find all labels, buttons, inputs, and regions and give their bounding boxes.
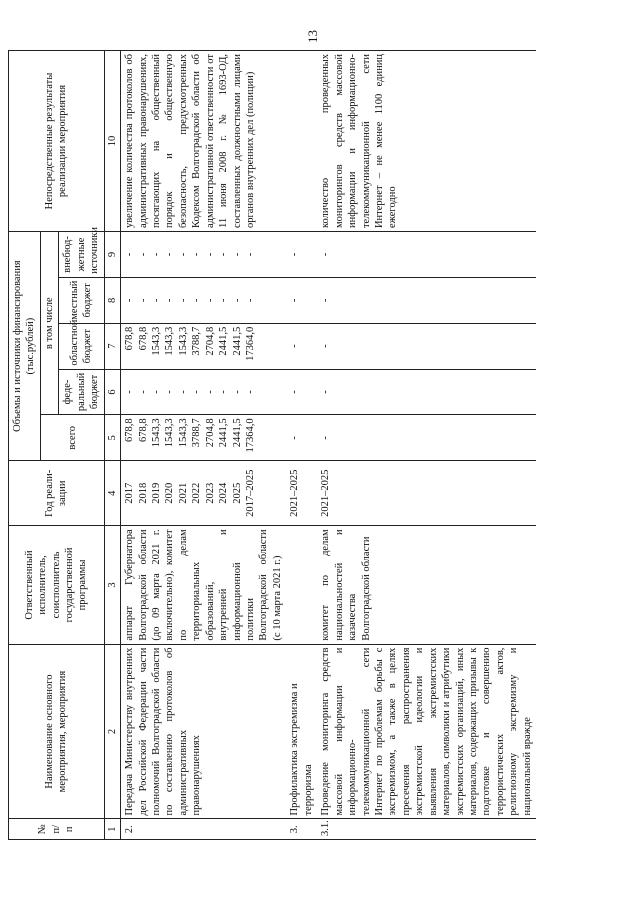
regional-value: 1543,3 xyxy=(164,326,176,356)
year-value: 2022 xyxy=(191,482,203,504)
responsible-executor: аппарат Губернатора Волгоградской области (до 09 марта 2021 г. включительно), комитет по делам территориальных образований, внутренней и информационной политики Волгоградской области (с 10 марта 2021 г.) xyxy=(121,526,287,644)
header-regional: областной бюджет xyxy=(59,323,104,369)
header-including: в том числе xyxy=(40,232,58,415)
federal-value: - xyxy=(245,390,256,394)
federal-value: - xyxy=(218,390,230,394)
total-value: 678,8 xyxy=(137,418,149,443)
header-local: местный бюджет xyxy=(59,277,104,323)
extra-value: - xyxy=(137,252,149,257)
col-number: 7 xyxy=(104,323,120,369)
column-numbers-row xyxy=(104,51,120,840)
federal-value: - xyxy=(317,369,536,415)
federal-value: - xyxy=(204,390,216,394)
local-list xyxy=(123,281,257,320)
header-year: Год реали-зации xyxy=(9,461,105,526)
header-num: № п/п xyxy=(9,819,105,840)
col-number: 3 xyxy=(104,526,120,644)
total-value: 1543,3 xyxy=(164,418,176,448)
regional-value: - xyxy=(286,323,317,369)
local-cell xyxy=(121,277,287,323)
header-total: всего xyxy=(40,415,104,461)
col-number: 10 xyxy=(104,51,120,232)
col-number: 6 xyxy=(104,369,120,415)
regional-value: 1543,3 xyxy=(177,326,189,356)
extra-list xyxy=(123,235,257,274)
program-table xyxy=(8,50,536,840)
total-value: 2704,8 xyxy=(204,418,216,448)
col-number: 5 xyxy=(104,415,120,461)
extra-value: - xyxy=(177,252,189,257)
extra-value: - xyxy=(124,252,136,257)
year-value: 2020 xyxy=(164,482,176,504)
measure-name: Передача Министерству внутренних дел Российской Федерации части полномочий Волгоградской области по составлению протоколов об административных правонарушениях xyxy=(121,644,287,819)
years-cell xyxy=(121,461,287,526)
extra-cell xyxy=(121,232,287,278)
years-list xyxy=(123,464,257,522)
regional-value: 678,8 xyxy=(137,326,149,351)
federal-value: - xyxy=(177,390,189,394)
header-federal: феде-ральный бюджет xyxy=(59,369,104,415)
year-value: 2023 xyxy=(204,482,216,504)
federal-list xyxy=(123,373,257,412)
total-value: - xyxy=(286,415,317,461)
local-value: - xyxy=(124,298,136,303)
local-value: - xyxy=(245,298,256,303)
header-extra: внебюд-жетные источники xyxy=(59,232,104,278)
total-value: 1543,3 xyxy=(150,418,162,448)
extra-value: - xyxy=(150,252,162,257)
year-value: 2024 xyxy=(218,482,230,504)
local-value: - xyxy=(191,298,203,303)
year-value: 2019 xyxy=(150,482,162,504)
year-value: 2017 xyxy=(124,482,136,504)
total-list xyxy=(123,418,257,457)
row-number: 3.1. xyxy=(317,819,536,840)
extra-value: - xyxy=(231,252,243,257)
regional-value: - xyxy=(317,323,536,369)
regional-value: 17364,0 xyxy=(245,326,256,361)
col-number: 2 xyxy=(104,644,120,819)
header-name: Наименование основного мероприятия, мероприятия xyxy=(9,644,105,819)
measure-name: Профилактика экстремизма и терроризма xyxy=(286,644,317,819)
year-value: 2021–2025 xyxy=(317,461,536,526)
row-number: 2. xyxy=(121,819,287,840)
total-value: 678,8 xyxy=(124,418,136,443)
col-number: 8 xyxy=(104,277,120,323)
total-cell xyxy=(121,415,287,461)
local-value: - xyxy=(317,277,536,323)
regional-value: 2441,5 xyxy=(218,326,230,356)
regional-list xyxy=(123,327,257,366)
local-value: - xyxy=(218,298,230,303)
federal-value: - xyxy=(231,390,243,394)
result-text xyxy=(286,51,317,232)
total-value: 2441,5 xyxy=(218,418,230,448)
result-text: увеличение количества протоколов об административных правонарушениях, посягающих на общественный порядок и общественную безопасность, предусмотренных Кодексом Волгоградской области об административной ответственности от 11 июня 2008 г. № 1693-ОД, составленных должностными лицами органов внутренних дел (полиции) xyxy=(121,51,287,232)
regional-value: 2441,5 xyxy=(231,326,243,356)
header-funding: Объемы и источники финансирования (тыс.рублей) xyxy=(9,232,41,461)
row-number: 3. xyxy=(286,819,317,840)
col-number: 4 xyxy=(104,461,120,526)
year-value: 2017–2025 xyxy=(245,469,256,517)
regional-value: 678,8 xyxy=(124,326,136,351)
year-value: 2018 xyxy=(137,482,149,504)
local-value: - xyxy=(150,298,162,303)
regional-cell xyxy=(121,323,287,369)
header-row xyxy=(9,51,41,840)
federal-value: - xyxy=(164,390,176,394)
local-value: - xyxy=(177,298,189,303)
local-value: - xyxy=(204,298,216,303)
federal-value: - xyxy=(286,369,317,415)
page-number: 13 xyxy=(305,30,320,43)
total-value: 1543,3 xyxy=(177,418,189,448)
local-value: - xyxy=(137,298,149,303)
extra-value: - xyxy=(245,252,256,257)
total-value: 17364,0 xyxy=(245,418,256,453)
federal-value: - xyxy=(124,390,136,394)
responsible-executor: комитет по делам национальностей и казачества Волгоградской области xyxy=(317,526,536,644)
measure-name: Проведение мониторинга средств массовой информации и информационно-телекоммуникационной сети Интернет по проблемам борьбы с экстремизмом, а также в целях пресечения распространения экстремистской идеологии и выявления экстремистских материалов, символики и атрибутики экстремистских организаций, иных материалов, содержащих призывы к подготовке и совершению террористических актов, религиозному экстремизму и национальной вражде xyxy=(317,644,536,819)
federal-value: - xyxy=(191,390,203,394)
extra-value: - xyxy=(191,252,203,257)
regional-value: 3788,7 xyxy=(191,326,203,356)
local-value: - xyxy=(286,277,317,323)
result-text: количество проведенных мониторингов средств массовой информации и информационно-телекоммуникационной сети Интернет – не менее 1100 единиц ежегодно xyxy=(317,51,536,232)
col-number: 1 xyxy=(104,819,120,840)
extra-value: - xyxy=(286,232,317,278)
col-number: 9 xyxy=(104,232,120,278)
year-value: 2025 xyxy=(231,482,243,504)
table-row xyxy=(317,51,536,840)
table-row xyxy=(121,51,287,840)
federal-value: - xyxy=(137,390,149,394)
total-value: - xyxy=(317,415,536,461)
federal-cell xyxy=(121,369,287,415)
federal-value: - xyxy=(150,390,162,394)
extra-value: - xyxy=(218,252,230,257)
extra-value: - xyxy=(204,252,216,257)
local-value: - xyxy=(231,298,243,303)
year-value: 2021–2025 xyxy=(286,461,317,526)
extra-value: - xyxy=(164,252,176,257)
regional-value: 1543,3 xyxy=(150,326,162,356)
header-responsible: Ответственный исполнитель, соисполнитель государственной программы xyxy=(9,526,105,644)
total-value: 2441,5 xyxy=(231,418,243,448)
regional-value: 2704,8 xyxy=(204,326,216,356)
extra-value: - xyxy=(317,232,536,278)
year-value: 2021 xyxy=(177,482,189,504)
responsible-executor xyxy=(286,526,317,644)
total-value: 3788,7 xyxy=(191,418,203,448)
header-results: Непосредственные результаты реализации мероприятия xyxy=(9,51,105,232)
table-row xyxy=(286,51,317,840)
local-value: - xyxy=(164,298,176,303)
